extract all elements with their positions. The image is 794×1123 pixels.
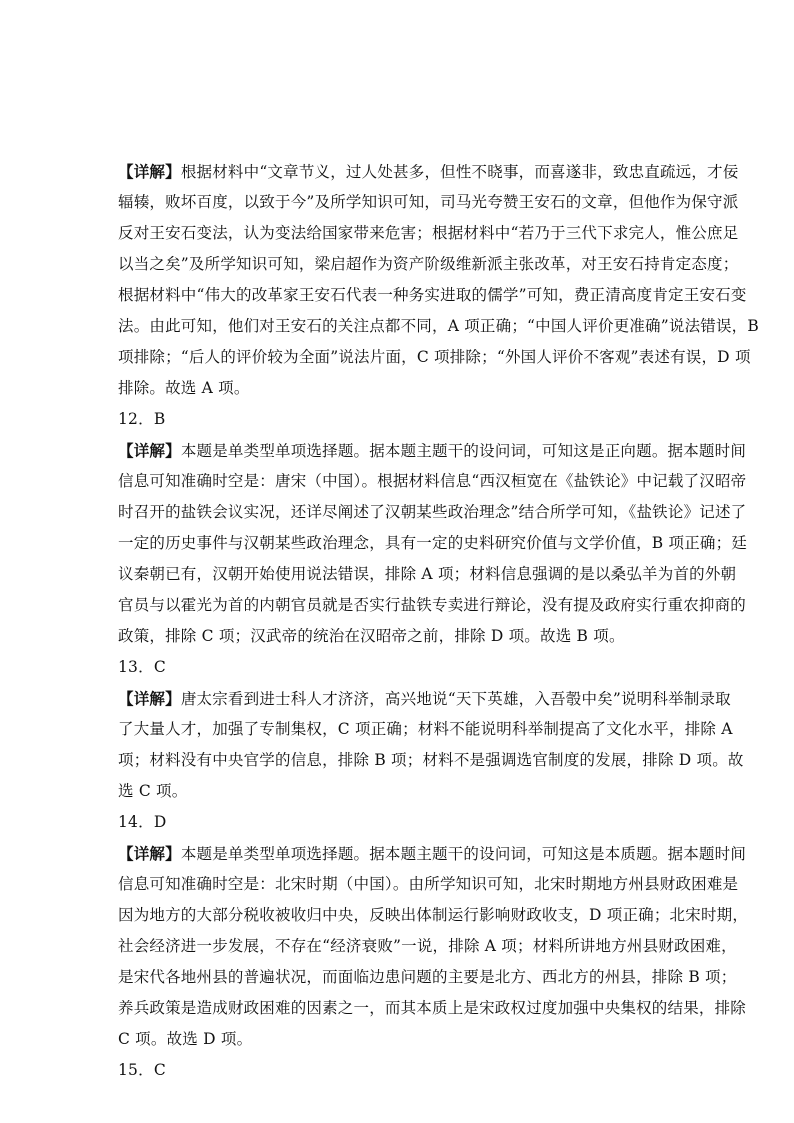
detail-tag: 【详解】 — [118, 162, 181, 181]
detail-tag: 【详解】 — [118, 441, 181, 460]
q12-detail-line-1: 【详解】本题是单类型单项选择题。据本题主题干的设问词，可知这是正向题。据本题时间 — [118, 441, 747, 460]
q14-detail-line-2: 信息可知准确时空是：北宋时期（中国）。由所学知识可知，北宋时期地方州县财政困难是 — [118, 875, 739, 893]
q13-detail-line-4: 选 C 项。 — [118, 782, 188, 800]
q11-detail-line-7: 项排除；“后人的评价较为全面”说法片面，C 项排除；“外国人评价不客观”表述有误，D 项 — [118, 348, 751, 366]
q12-detail-line-6: 官员与以霍光为首的内朝官员就是否实行盐铁专卖进行辩论，没有提及政府实行重农抑商的 — [118, 596, 747, 614]
detail-tag: 【详解】 — [118, 689, 181, 708]
detail-tag: 【详解】 — [118, 844, 181, 863]
q14-detail-line-6: 养兵政策是造成财政困难的因素之一，而其本质上是宋政权过度加强中央集权的结果，排除 — [118, 999, 747, 1017]
q12-detail-line-2: 信息可知准确时空是：唐宋（中国）。根据材料信息“西汉桓宽在《盐铁论》中记载了汉昭帝 — [118, 472, 747, 490]
q11-detail-line-8: 排除。故选 A 项。 — [118, 379, 250, 397]
q12-detail-line-7: 政策，排除 C 项；汉武帝的统治在汉昭帝之前，排除 D 项。故选 B 项。 — [118, 627, 625, 645]
q11-detail-line-6: 法。由此可知，他们对王安石的关注点都不同，A 项正确；“中国人评价更准确”说法错误，B — [118, 317, 759, 335]
q14-detail-line-4: 社会经济进一步发展，不存在“经济衰败”一说，排除 A 项；材料所讲地方州县财政困难， — [118, 937, 737, 955]
q14-detail-line-5: 是宋代各地州县的普遍状况，而面临边患问题的主要是北方、西北方的州县，排除 B 项； — [118, 968, 737, 986]
q13-detail-line-3: 项；材料没有中央官学的信息，排除 B 项；材料不是强调选官制度的发展，排除 D 项。故 — [118, 751, 744, 769]
q14-detail-line-1: 【详解】本题是单类型单项选择题。据本题主题干的设问词，可知这是本质题。据本题时间 — [118, 844, 747, 863]
q15-number: 15．C — [118, 1061, 166, 1079]
q14-detail-line-3: 因为地方的大部分税收被收归中央，反映出体制运行影响财政收支，D 项正确；北宋时期， — [118, 906, 749, 924]
q11-detail-line-3: 反对王安石变法，认为变法给国家带来危害；根据材料中“若乃于三代下求完人，惟公庶足 — [118, 224, 739, 242]
q11-detail-line-1: 【详解】根据材料中“文章节义，过人处甚多，但性不晓事，而喜遂非，致忠直疏远，才佞 — [118, 162, 739, 181]
q11-detail-line-5: 根据材料中“伟大的改革家王安石代表一种务实进取的儒学”可知，费正清高度肯定王安石变 — [118, 286, 747, 304]
q12-detail-line-5: 议秦朝已有，汉朝开始使用说法错误，排除 A 项；材料信息强调的是以桑弘羊为首的外朝 — [118, 565, 737, 583]
q12-number: 12．B — [118, 410, 166, 428]
q12-detail-line-3: 时召开的盐铁会议实况，还详尽阐述了汉朝某些政治理念”结合所学可知，《盐铁论》记述了 — [118, 503, 747, 521]
q14-detail-line-7: C 项。故选 D 项。 — [118, 1030, 253, 1048]
q13-detail-line-1: 【详解】唐太宗看到进士科人才济济，高兴地说“天下英雄，入吾彀中矣”说明科举制录取 — [118, 689, 731, 708]
q13-number: 13．C — [118, 658, 166, 676]
q12-detail-line-4: 一定的历史事件与汉朝某些政治理念，具有一定的史料研究价值与文学价值，B 项正确；廷 — [118, 534, 748, 552]
answer-page — [118, 156, 759, 1086]
q11-detail-line-2: 辐辏，败坏百度，以致于今”及所学知识可知，司马光夸赞王安石的文章，但他作为保守派 — [118, 193, 739, 211]
q13-detail-line-2: 了大量人才，加强了专制集权，C 项正确；材料不能说明科举制提高了文化水平，排除 A — [118, 720, 733, 738]
q11-detail-line-4: 以当之矣”及所学知识可知，梁启超作为资产阶级维新派主张改革，对王安石持肯定态度； — [118, 255, 739, 273]
q14-number: 14．D — [118, 813, 167, 831]
